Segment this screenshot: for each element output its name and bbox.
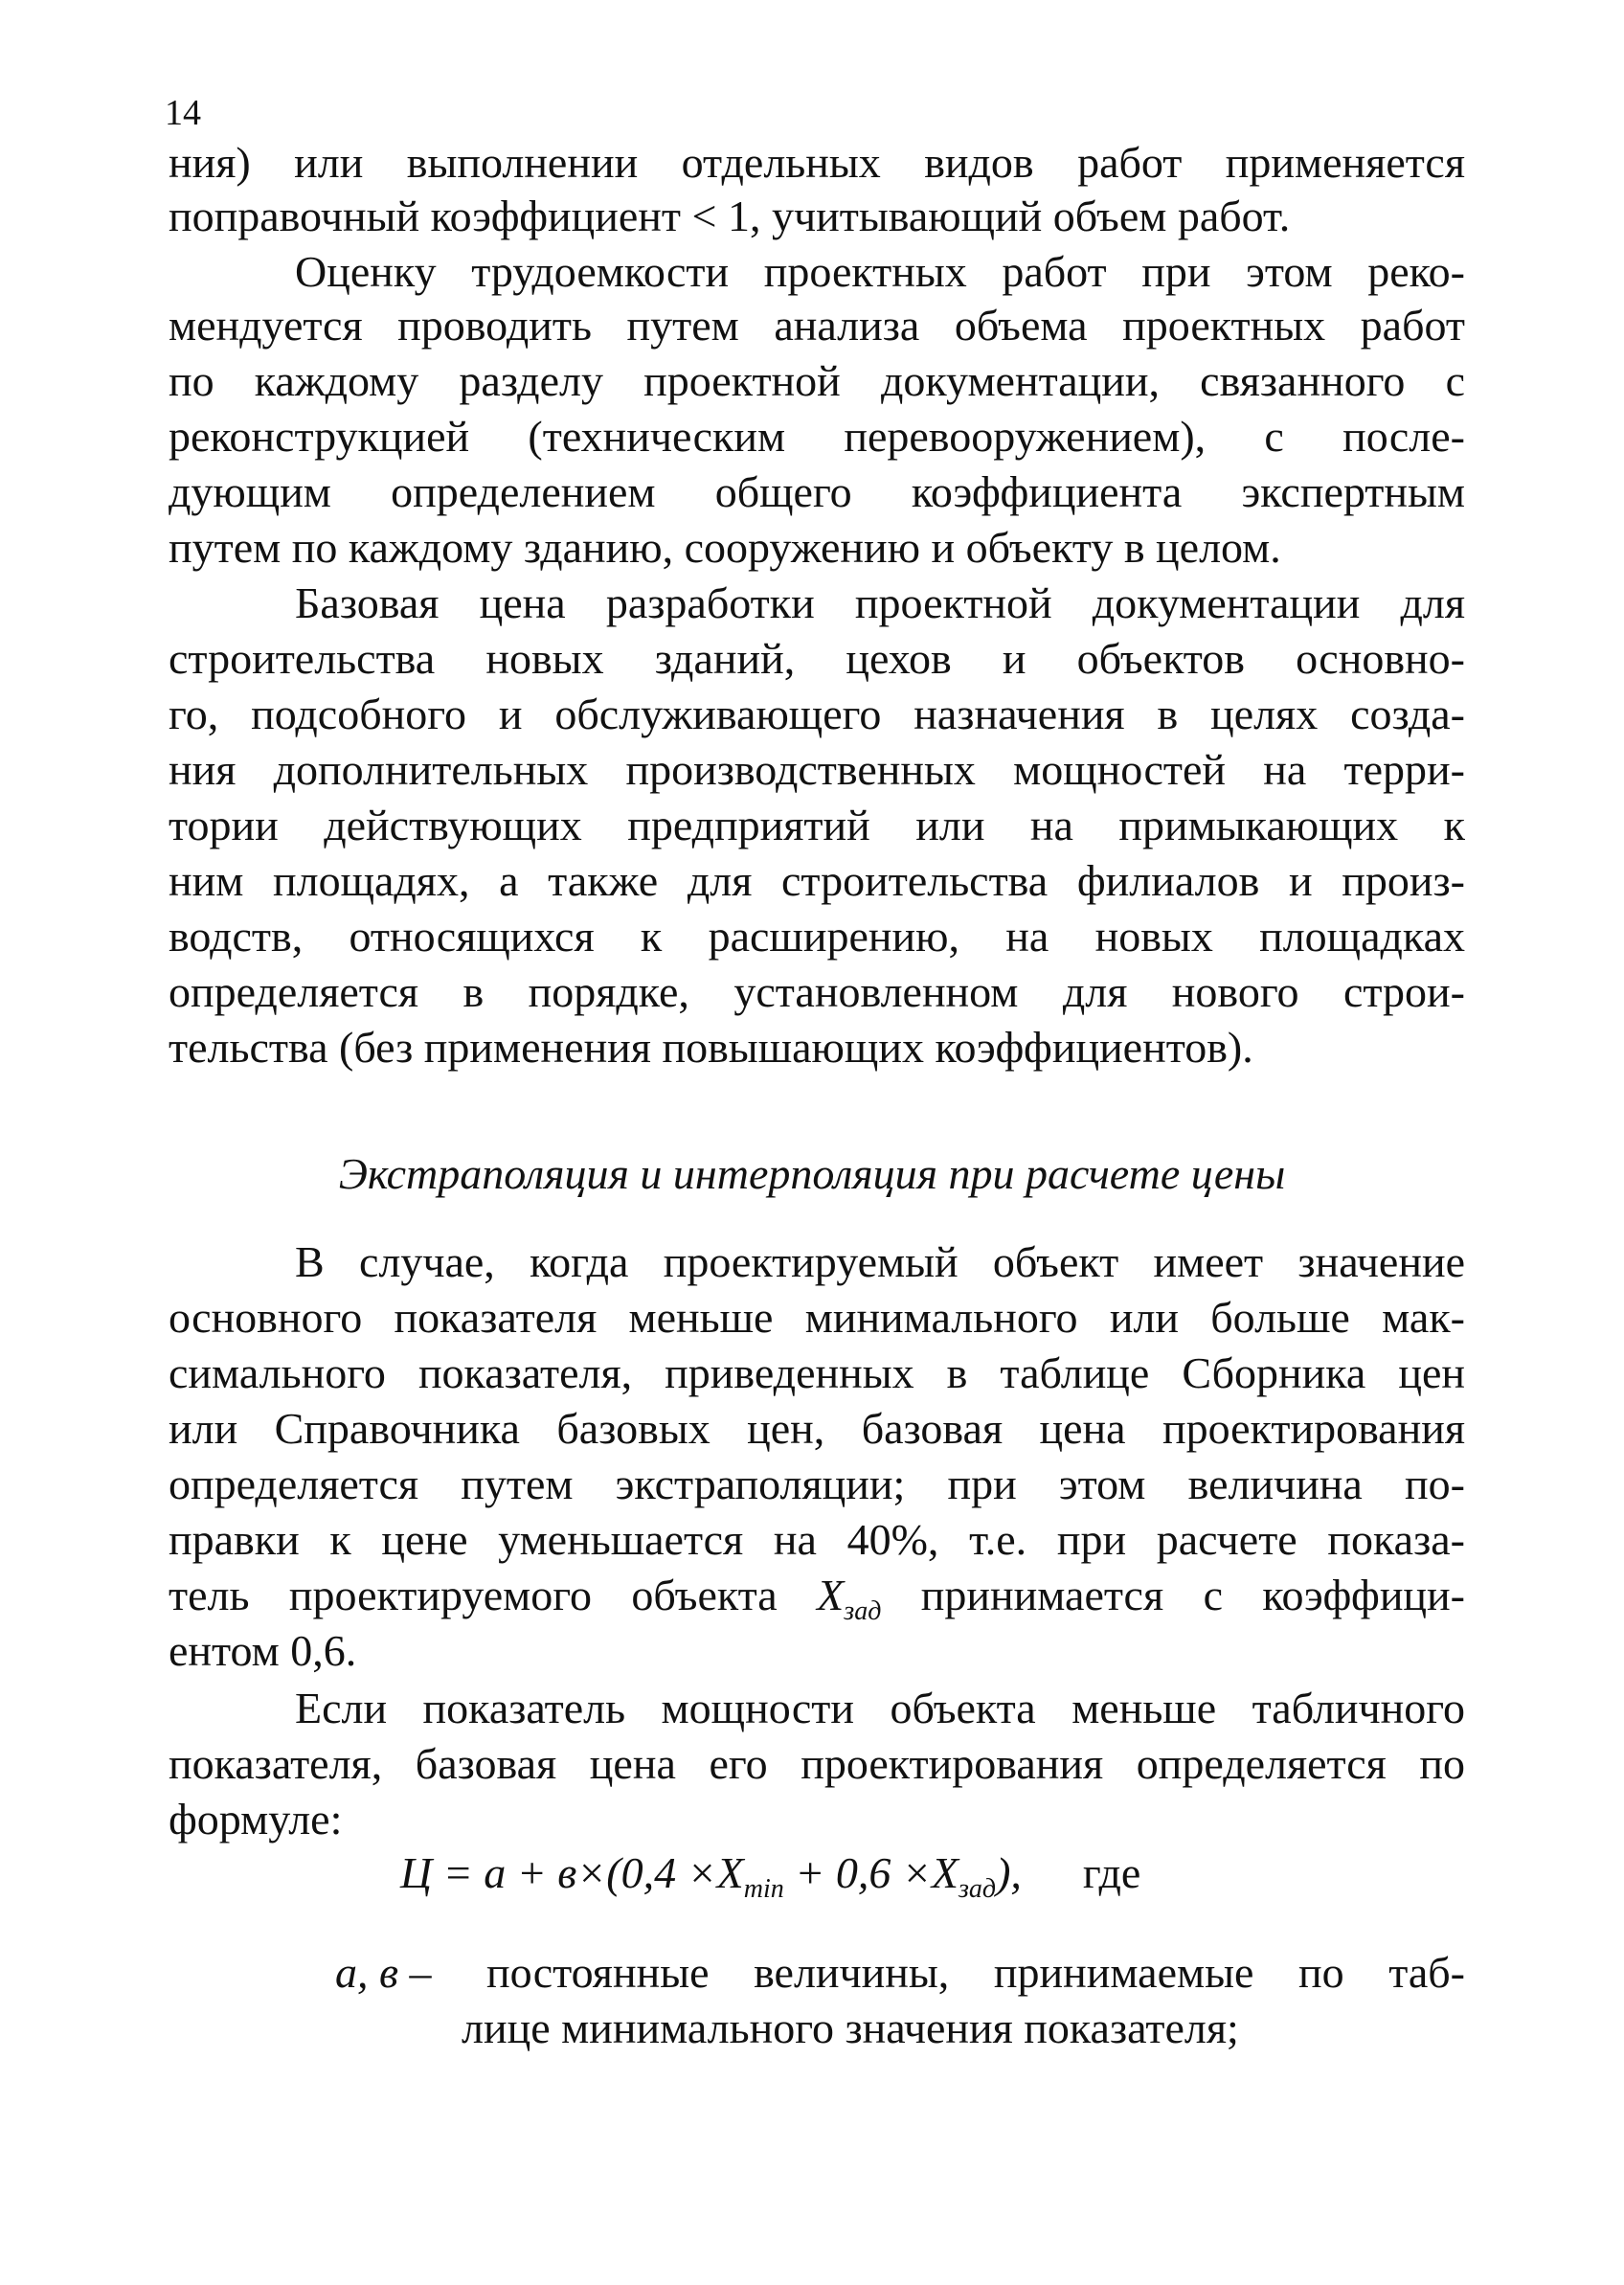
text-line: Базовая цена разработки проектной документации для: [295, 578, 1465, 627]
text-line: водств, относящихся к расширению, на новых площадках: [169, 912, 1465, 961]
text-line: мендуется проводить путем анализа объема проектных работ: [169, 301, 1465, 350]
text-fragment: принимается с коэффици-: [881, 1571, 1465, 1619]
where-description: постоянные величины, принимаемые по таб-: [486, 1948, 1465, 1997]
text-line: Оценку трудоемкости проектных работ при этом реко-: [295, 247, 1465, 296]
text-line: симального показателя, приведенных в таблице Сборника цен: [169, 1348, 1465, 1397]
text-line: тельства (без применения повышающих коэффициентов).: [169, 1023, 1253, 1072]
section-heading: Экстраполяция и интерполяция при расчете цены: [338, 1149, 1286, 1198]
variable-x-zad: $X_{зад}$: [817, 1571, 882, 1627]
text-line: определяется в порядке, установленном для нового строи-: [169, 967, 1465, 1016]
text-line: правки к цене уменьшается на 40%, т.е. при расчете показа-: [169, 1515, 1465, 1564]
text-line: путем по каждому зданию, сооружению и объекту в целом.: [169, 523, 1281, 572]
where-description-cont: лице минимального значения показателя;: [462, 2003, 1239, 2052]
where-label: а, в –: [335, 1948, 432, 1997]
text-line: го, подсобного и обслуживающего назначения в целях созда-: [169, 690, 1465, 738]
text-line: поправочный коэффициент < 1, учитывающий объем работ.: [169, 192, 1291, 240]
text-line: определяется путем экстраполяции; при этом величина по-: [169, 1459, 1465, 1508]
text-line: формуле:: [169, 1795, 343, 1844]
text-line: ния) или выполнении отдельных видов работ применяется: [169, 138, 1465, 187]
text-line: В случае, когда проектируемый объект имеет значение: [295, 1237, 1465, 1286]
text-line: основного показателя меньше минимального или больше мак-: [169, 1293, 1465, 1342]
text-line: показателя, базовая цена его проектирования определяется по: [169, 1739, 1465, 1788]
text-line: дующим определением общего коэффициента экспертным: [169, 467, 1465, 516]
text-fragment: тель проектируемого объекта: [169, 1571, 818, 1619]
text-line: ним площадях, а также для строительства филиалов и произ-: [169, 856, 1465, 905]
text-line: тории действующих предприятий или на примыкающих к: [169, 801, 1465, 849]
text-line: реконструкцией (техническим перевооружением), с после-: [169, 412, 1465, 461]
text-line: по каждому разделу проектной документации, связанного с: [169, 356, 1465, 405]
text-line: Если показатель мощности объекта меньше табличного: [295, 1684, 1465, 1732]
text-line: ния дополнительных производственных мощностей на терри-: [169, 745, 1465, 794]
text-line: строительства новых зданий, цехов и объектов основно-: [169, 634, 1465, 683]
text-line: ентом 0,6.: [169, 1626, 357, 1675]
text-line: или Справочника базовых цен, базовая цена проектирования: [169, 1404, 1465, 1453]
price-formula: $Ц = а + в\times(0,4 \times X_{min} + 0,6 \times X_{зад})$, где: [400, 1848, 1141, 1905]
formula-where: где: [1082, 1848, 1141, 1897]
page-number: 14: [165, 93, 201, 133]
